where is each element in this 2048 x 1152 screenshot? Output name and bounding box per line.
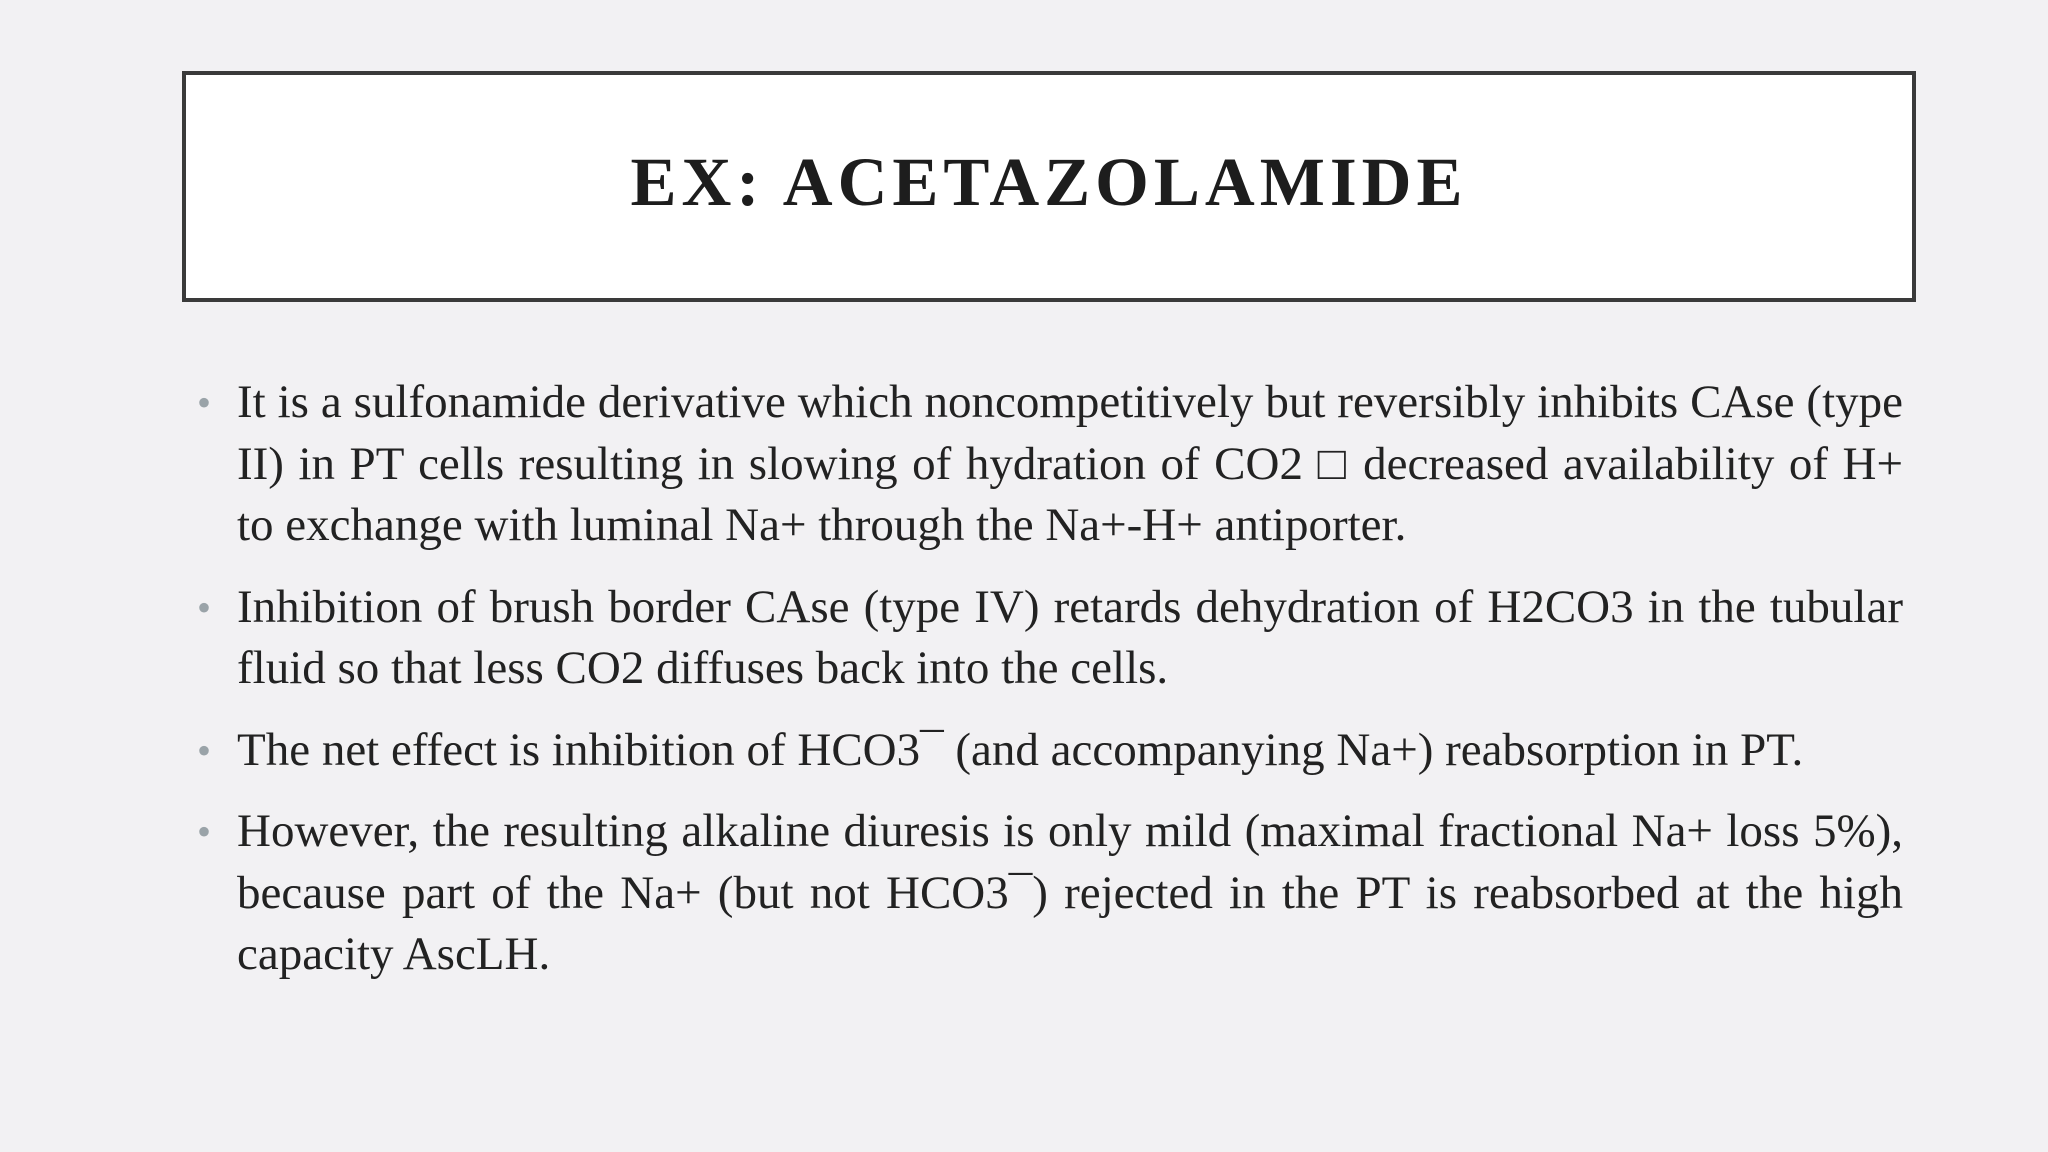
bullet-icon: •: [197, 584, 212, 630]
bullet-text: However, the resulting alkaline diuresis is only mild (maximal fractional Na+ loss 5%), because part of the Na+ (but not HCO3¯) rejected in the PT is reabsorbed at the high capacity AscLH.: [237, 805, 1903, 980]
bullet-item: [197, 801, 1903, 986]
bullet-text: The net effect is inhibition of HCO3¯ (and accompanying Na+) reabsorption in PT.: [237, 723, 1804, 776]
bullet-icon: •: [197, 380, 212, 425]
slide-title: EX: ACETAZOLAMIDE: [630, 144, 1468, 220]
bullet-item: [197, 720, 1903, 782]
bullet-list: [197, 372, 1903, 1006]
slide-title-box: [182, 71, 1916, 302]
bullet-item: [197, 372, 1903, 557]
bullet-icon: •: [197, 727, 212, 773]
bullet-icon: •: [197, 809, 212, 854]
bullet-item: [197, 577, 1903, 700]
bullet-text: Inhibition of brush border CAse (type IV) retards dehydration of H2CO3 in the tubular fluid so that less CO2 diffuses back into the cells.: [237, 580, 1903, 694]
bullet-text: It is a sulfonamide derivative which noncompetitively but reversibly inhibits CAse (type II) in PT cells resulting in slowing of hydration of CO2 □ decreased availability of H+ to exchange with luminal Na+ through the Na+-H+ antiporter.: [237, 376, 1903, 551]
